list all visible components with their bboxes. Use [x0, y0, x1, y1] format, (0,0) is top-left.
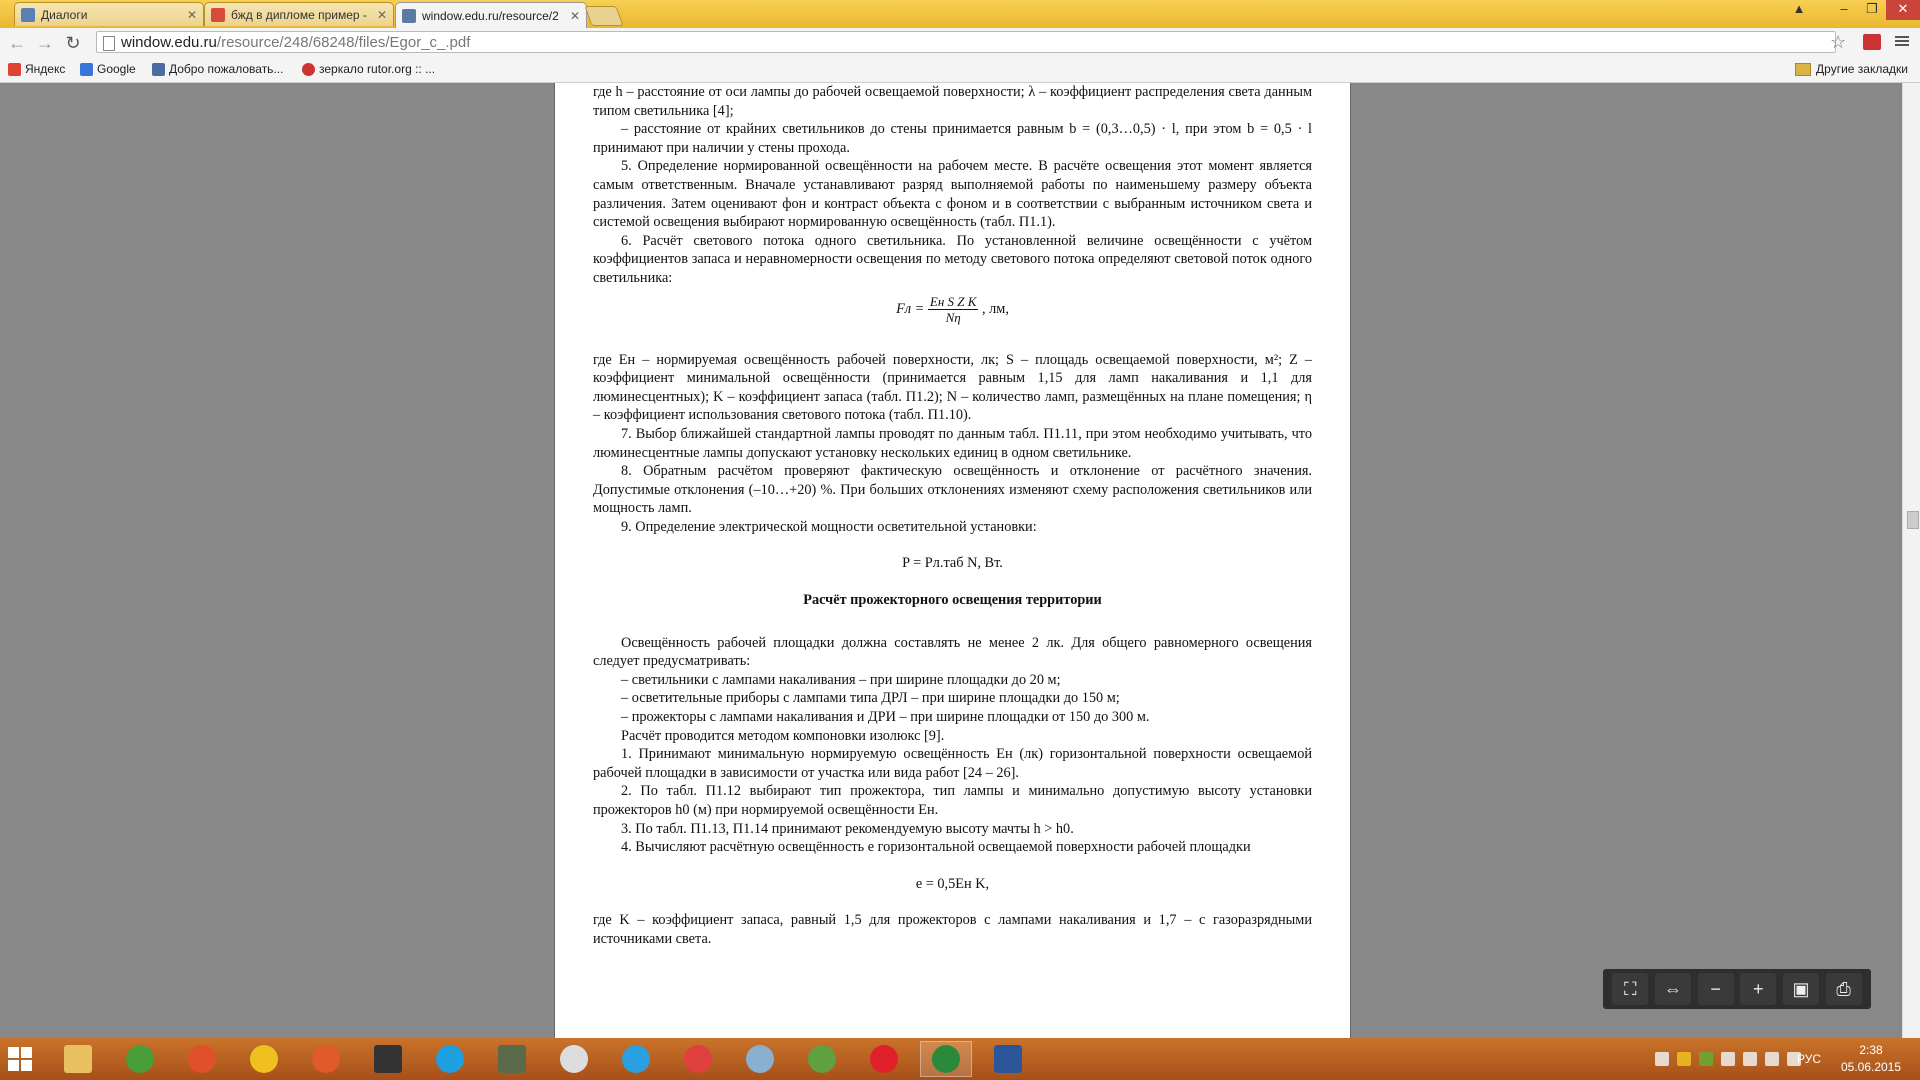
lightning-app-icon	[188, 1045, 216, 1073]
bookmark-welcome[interactable]	[152, 62, 283, 76]
paragraph: 7. Выбор ближайшей стандартной лампы проводят по данным табл. П1.11, при этом необходимо учитывать, что люминесцентные лампы допускают установку нескольких единиц в одном светильнике.	[593, 425, 1312, 461]
taskbar-app[interactable]	[486, 1041, 538, 1077]
formula-luminous-flux	[593, 294, 1312, 325]
tray-arrow-icon[interactable]	[1721, 1052, 1735, 1066]
paragraph: 3. По табл. П1.13, П1.14 принимают рекомендуемую высоту мачты h > h0.	[621, 820, 1074, 837]
paragraph: Расчёт проводится методом компоновки изолюкс [9].	[621, 727, 945, 744]
bookmark-label: Яндекс	[25, 62, 66, 76]
taskbar-app[interactable]	[548, 1041, 600, 1077]
url-path: /resource/248/68248/files/Egor_c_.pdf	[216, 34, 471, 51]
tab-yandex-search[interactable]	[204, 2, 394, 26]
other-bookmarks[interactable]	[1795, 62, 1908, 76]
address-bar[interactable]	[96, 31, 1836, 53]
bookmark-label: Добро пожаловать...	[169, 62, 284, 76]
formula-power: P = Pл.таб N, Вт.	[902, 555, 1003, 572]
rutor-icon	[302, 63, 315, 76]
opera-icon	[870, 1045, 898, 1073]
document-favicon-icon	[402, 9, 416, 23]
chart-app-icon	[808, 1045, 836, 1073]
taskbar-app[interactable]	[176, 1041, 228, 1077]
save-button[interactable]	[1783, 973, 1819, 1005]
zoom-in-button[interactable]	[1740, 973, 1776, 1005]
paragraph: 4. Вычисляют расчётную освещённость e горизонтальной освещаемой поверхности рабочей площадки	[621, 839, 1251, 856]
taskbar-app[interactable]	[610, 1041, 662, 1077]
taskbar	[0, 1038, 1920, 1080]
zoom-in-icon: +	[1753, 978, 1764, 999]
daemon-app-icon	[684, 1045, 712, 1073]
save-icon: ▣	[1792, 978, 1810, 999]
system-tray	[1655, 1038, 1809, 1080]
page-text	[593, 83, 1312, 949]
paragraph: 1. Принимают минимальную нормируемую освещённость Eн (лк) горизонтальной поверхности освещаемой рабочей площадки в зависимости от участка или вида работ [24 – 26].	[593, 746, 1312, 781]
fit-page-button[interactable]	[1612, 973, 1648, 1005]
paragraph: где K – коэффициент запаса, равный 1,5 для прожекторов с лампами накаливания и 1,7 – с газоразрядными источниками света.	[593, 912, 1312, 947]
list-item: – светильники с лампами накаливания – при ширине площадки до 20 м;	[621, 671, 1061, 688]
tray-flag-icon[interactable]	[1743, 1052, 1757, 1066]
folder-icon	[1795, 63, 1811, 76]
browser-toolbar	[0, 28, 1920, 59]
clock-date: 05.06.2015	[1840, 1060, 1902, 1074]
taskbar-app[interactable]	[424, 1041, 476, 1077]
zoom-out-button[interactable]	[1698, 973, 1734, 1005]
formula-illuminance: e = 0,5Eн K,	[915, 875, 990, 892]
pdf-viewer[interactable]	[0, 83, 1902, 1038]
extension-icon[interactable]	[1863, 34, 1881, 50]
tab-strip	[0, 0, 1920, 28]
taskbar-app[interactable]	[672, 1041, 724, 1077]
pdf-page	[554, 83, 1351, 1038]
red-app-icon	[312, 1045, 340, 1073]
dialogs-favicon-icon	[21, 8, 35, 22]
menu-icon[interactable]	[1895, 34, 1909, 50]
tab-pdf-document[interactable]	[395, 2, 587, 28]
taskbar-app[interactable]	[300, 1041, 352, 1077]
utorrent-icon	[126, 1045, 154, 1073]
taskbar-app[interactable]	[52, 1041, 104, 1077]
page-icon	[103, 36, 115, 51]
formula-numerator: Eн S Z K	[929, 293, 977, 309]
restore-button[interactable]: ❐	[1866, 1, 1878, 16]
windows-start-icon[interactable]	[8, 1047, 32, 1071]
tab-label: бжд в дипломе пример -	[231, 7, 367, 22]
fit-width-icon: ⇔	[1663, 978, 1682, 999]
paragraph: Освещённость рабочей площадки должна составлять не менее 2 лк. Для общего равномерного освещения следует предусматривать:	[593, 634, 1312, 670]
formula-denominator: Nη	[945, 309, 961, 325]
back-arrow-icon[interactable]: ←	[8, 33, 26, 53]
paragraph: где Eн – нормируемая освещённость рабочей поверхности, лк; S – площадь освещаемой поверхности, м²; Z – коэффициент минимальной освещённости (принимается равным 1,15 для ламп накаливания и 1,1 для люминесцентных); K – коэффициент запаса (табл. П1.2); N – количество ламп, размещённых на плане помещения; η – коэффициент использования светового потока (табл. П1.10).	[593, 351, 1312, 424]
minimize-button[interactable]: –	[1840, 1, 1848, 16]
paragraph: – расстояние от крайних светильников до стены принимается равным b = (0,3…0,5) · l, при этом b = 0,5 · l принимают при наличии у стены прохода.	[593, 121, 1312, 156]
taskbar-app[interactable]	[920, 1041, 972, 1077]
bookmark-rutor[interactable]	[302, 62, 435, 76]
taskbar-app[interactable]	[796, 1041, 848, 1077]
clock[interactable]	[1835, 1042, 1907, 1076]
close-icon[interactable]: ✕	[376, 7, 387, 22]
word-icon	[994, 1045, 1022, 1073]
scrollbar-thumb[interactable]	[1907, 511, 1919, 529]
tray-norton-icon[interactable]	[1677, 1052, 1691, 1066]
game-app-icon	[374, 1045, 402, 1073]
print-icon: ⎙	[1836, 978, 1851, 999]
chrome-icon	[932, 1045, 960, 1073]
tab-label: window.edu.ru/resource/2	[422, 8, 559, 23]
taskbar-app[interactable]	[238, 1041, 290, 1077]
close-icon[interactable]: ✕	[186, 7, 197, 22]
url-host: window.edu.ru	[121, 34, 217, 51]
close-icon[interactable]: ✕	[569, 8, 580, 23]
tab-label: Диалоги	[41, 7, 88, 22]
fit-width-button[interactable]	[1655, 973, 1691, 1005]
file-explorer-icon	[64, 1045, 92, 1073]
reload-icon[interactable]: ↻	[65, 33, 81, 53]
paragraph: 8. Обратным расчётом проверяют фактическую освещённость и отклонение от расчётного значения. Допустимые отклонения (–10…+20) %. При больших отклонениях изменяют схему расположения светильников или мощность ламп.	[593, 463, 1312, 517]
yandex-icon	[8, 63, 21, 76]
paragraph: где h – расстояние от оси лампы до рабочей освещаемой поверхности; λ – коэффициент распределения света данным типом светильника [4];	[593, 84, 1312, 119]
language-indicator[interactable]: РУС	[1797, 1052, 1822, 1066]
tray-nvidia-icon[interactable]	[1699, 1052, 1713, 1066]
list-item: – осветительные приборы с лампами типа ДРЛ – при ширине площадки до 150 м;	[621, 690, 1120, 707]
bookmark-label: Google	[97, 62, 136, 76]
tray-windows-icon[interactable]	[1655, 1052, 1669, 1066]
tab-dialogs[interactable]	[14, 2, 204, 26]
tray-network-icon[interactable]	[1765, 1052, 1779, 1066]
paragraph: 5. Определение нормированной освещённости на рабочем месте. В расчёте освещения этот момент является самым ответственным. Вначале устанавливают разряд выполняемой работы по наименьшему размеру объекта различения. Затем оценивают фон и контраст объекта с фоном и в соответствии с выбранным источником света и системой освещения выбирают нормированную освещённость (табл. П1.1).	[593, 158, 1312, 231]
taskbar-app[interactable]	[114, 1041, 166, 1077]
blue-circle-app-icon	[622, 1045, 650, 1073]
taskbar-app[interactable]	[858, 1041, 910, 1077]
clock-time: 2:38	[1859, 1043, 1883, 1057]
list-item: – прожекторы с лампами накаливания и ДРИ – при ширине площадки от 150 до 300 м.	[621, 709, 1150, 726]
pdf-toolbar	[1603, 969, 1871, 1009]
skype-icon	[436, 1045, 464, 1073]
formula-right: , лм,	[982, 300, 1009, 317]
paragraph: 9. Определение электрической мощности осветительной установки:	[621, 518, 1037, 535]
zoom-out-icon: −	[1710, 978, 1721, 999]
avast-app-icon	[250, 1045, 278, 1073]
taskbar-app[interactable]	[982, 1041, 1034, 1077]
fit-page-icon: ⛶	[1624, 978, 1637, 999]
taskbar-app[interactable]	[734, 1041, 786, 1077]
bookmark-google[interactable]	[80, 62, 136, 76]
paragraph: 6. Расчёт светового потока одного светильника. По установленной величине освещённости с учётом коэффициентов запаса и неравномерности освещения по методу светового потока определяют световой поток одного светильника:	[593, 232, 1312, 286]
new-tab-button[interactable]	[584, 6, 623, 26]
other-bookmarks-label: Другие закладки	[1816, 62, 1908, 76]
print-button[interactable]	[1826, 973, 1862, 1005]
google-icon	[80, 63, 93, 76]
vk-icon	[152, 63, 165, 76]
vertical-scrollbar[interactable]	[1902, 83, 1920, 1038]
section-heading: Расчёт прожекторного освещения территории	[803, 592, 1102, 609]
taskbar-app[interactable]	[362, 1041, 414, 1077]
bookmarks-bar	[0, 58, 1920, 83]
bookmark-label: зеркало rutor.org :: ...	[319, 62, 436, 76]
film-app-icon	[560, 1045, 588, 1073]
bookmark-star-icon[interactable]: ☆	[1830, 32, 1847, 52]
user-icon[interactable]: ▲	[1792, 1, 1806, 16]
formula-fraction	[928, 294, 979, 325]
paragraph: 2. По табл. П1.12 выбирают тип прожектора, тип лампы и минимально допустимую высоту установки прожекторов h0 (м) при нормируемой освещённости Eн.	[593, 783, 1312, 818]
paint-app-icon	[746, 1045, 774, 1073]
bookmark-yandex[interactable]	[8, 62, 65, 76]
yandex-favicon-icon	[211, 8, 225, 22]
media-app-icon	[498, 1045, 526, 1073]
forward-arrow-icon[interactable]: →	[36, 33, 54, 53]
formula-left: Fл =	[896, 300, 925, 317]
close-window-button[interactable]: ✕	[1886, 0, 1920, 20]
